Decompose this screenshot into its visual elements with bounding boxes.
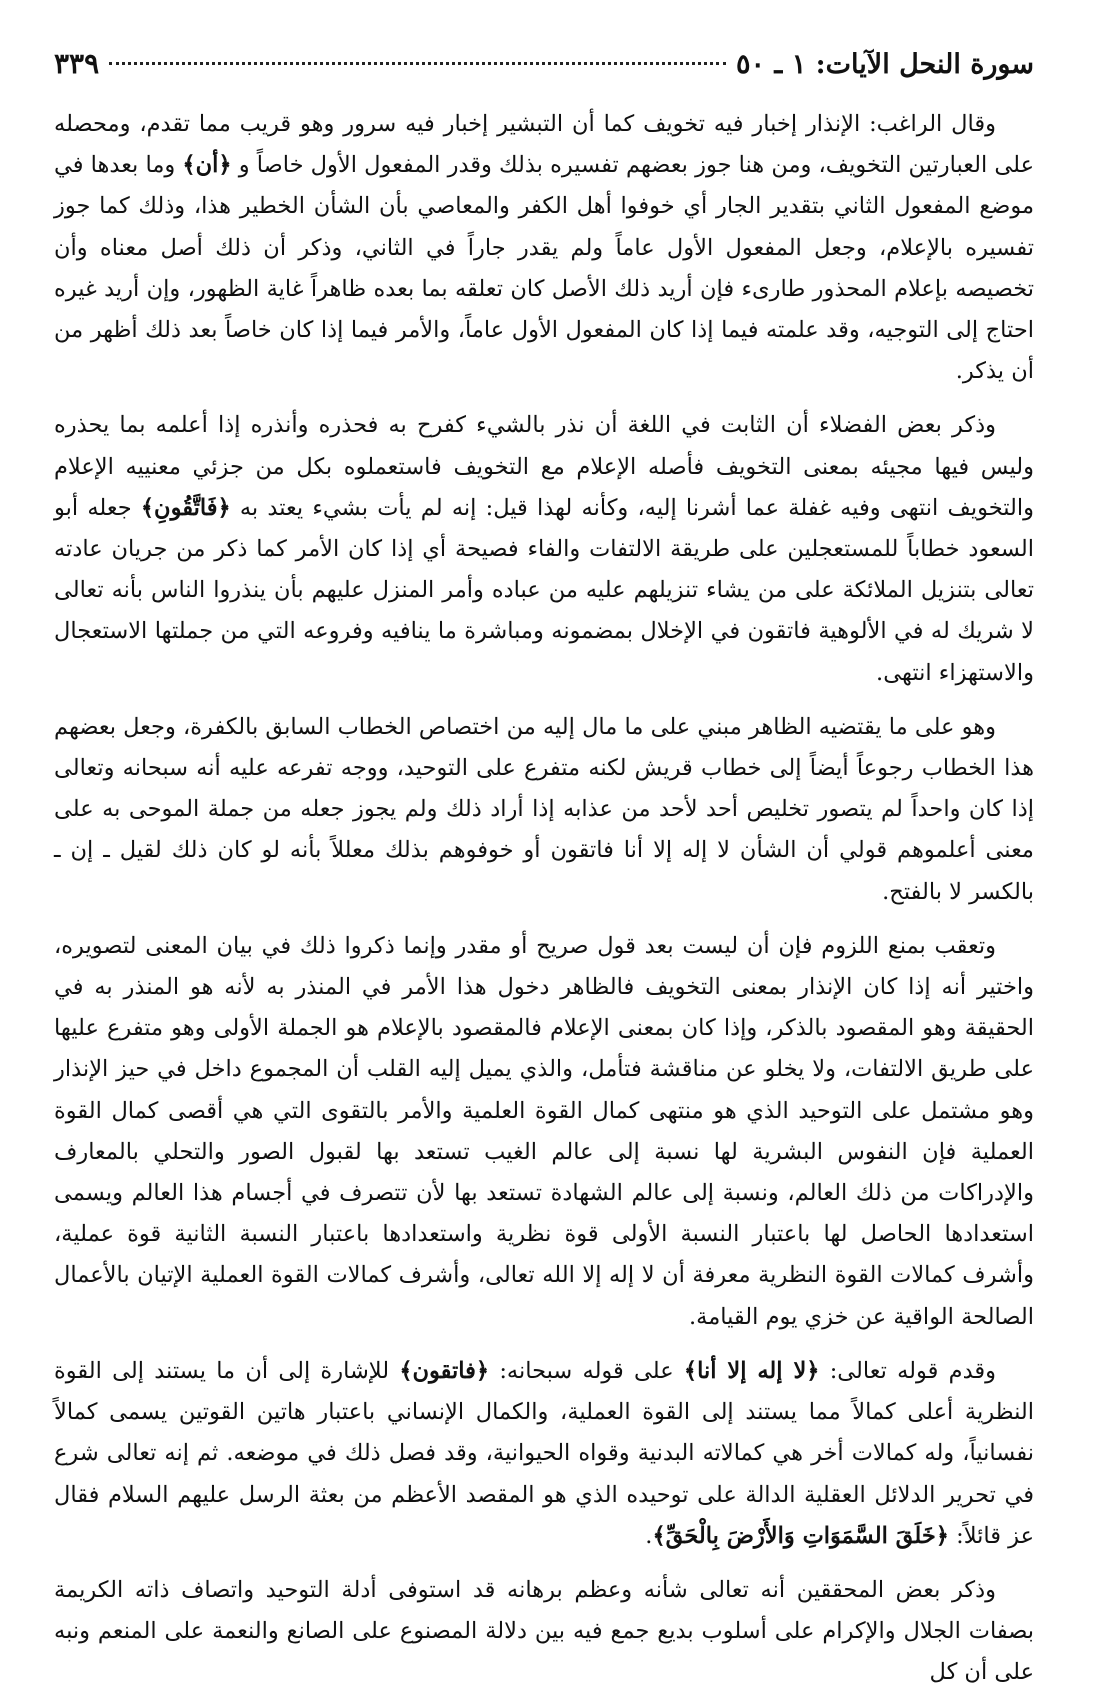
text-segment: وقال الراغب: الإنذار إخبار فيه تخويف كما أن التبشير إخبار فيه سرور وهو قريب مما تقدم، ومحصله على العبارتين التخويف، ومن هنا جوز بعضهم تفسيره بذلك وقدر المفعول الأول خاصاً و (54, 111, 1034, 179)
text-segment: . (645, 1522, 653, 1549)
header-dotted-leader (109, 62, 726, 65)
text-segment: على قوله سبحانه: (489, 1357, 684, 1384)
text-segment: جعله أبو السعود خطاباً للمستعجلين على طريقة الالتفات والفاء فصيحة أي إذا كان الأمر كما ذكر من جريان عادته تعالى بتنزيل الملائكة على من يشاء تنزيلهم عليه من عباده وأمر المنزل عليهم بأن ينذروا الناس بأنه تعالى لا شريك له في الألوهية فاتقون في الإخلال بمضمونه ومباشرة ما ينافيه وفروعه التي من جملتها الاستعجال والاستهزاء انتهى. (54, 494, 1034, 686)
text-segment: وقدم قوله تعالى: (819, 1357, 997, 1384)
text-segment: وذكر بعض الفضلاء أن الثابت في اللغة أن نذر بالشيء كفرح به فحذره وأنذره إذا أعلمه بما يحذره وليس فيها مجيئه بمعنى التخويف فأصله الإعلام مع التخويف فاستعملوه بكل من جزئي معنييه الإعلام والتخويف انتهى وفيه غفلة عما أشرنا إليه، وكأنه لهذا قيل: إنه لم يأت بشيء يعتد به (54, 412, 1034, 521)
text-segment: وما بعدها في موضع المفعول الثاني بتقدير الجار أي خوفوا أهل الكفر والمعاصي بأن الشأن الخطير هذا، وذلك كما جوز تفسيره بالإعلام، وجعل المفعول الأول عاماً ولم يقدر جاراً في الثاني، وذكر أن ذلك أصل معناه وأن تخصيصه بإعلام المحذور طارىء فإن أريد ذلك الأصل كان تعلقه بما بعده ظاهراً غاية الظهور، وإن أريد غيره احتاج إلى التوجيه، وقد علمته فيما إذا كان المفعول الأول عاماً، والأمر فيما إذا كان خاصاً بعد ذلك أظهر من أن يذكر. (54, 152, 1034, 385)
text-segment: وتعقب بمنع اللزوم فإن أن ليست بعد قول صريح أو مقدر وإنما ذكروا ذلك في بيان المعنى لتصويره، واختير أنه إذا كان الإنذار بمعنى التخويف فالظاهر دخول هذا الأمر في المنذر به لأنه هو المنذر به في الحقيقة وهو المقصود بالذكر، وإذا كان بمعنى الإعلام فالمقصود بالإعلام هو الجملة الأولى وهو متفرع عليها على طريق الالتفات، ولا يخلو عن مناقشة فتأمل، والذي يميل إليه القلب أن المجموع داخل في حيز الإنذار وهو مشتمل على التوحيد الذي هو منتهى كمال القوة العلمية والأمر بالتقوى التي هي أقصى كمال القوة العملية فإن النفوس البشرية لها نسبة إلى عالم الغيب تستعد بها لقبول الصور والتحلي بالمعارف والإدراكات من ذلك العالم، ونسبة إلى عالم الشهادة تستعد بها لأن تتصرف في أجسام هذا العالم ويسمى استعدادها الحاصل لها باعتبار النسبة الأولى قوة نظرية واستعدادها باعتبار النسبة الثانية قوة عملية، وأشرف كمالات القوة النظرية معرفة أن لا إله إلا الله تعالى، وأشرف كمالات القوة العملية الإتيان بالأعمال الصالحة الواقية عن خزي يوم القيامة. (54, 932, 1034, 1330)
quran-quote: ﴿لا إله إلا أنا﴾ (683, 1357, 820, 1384)
text-segment: للإشارة إلى أن ما يستند إلى القوة النظرية أعلى كمالاً مما يستند إلى القوة العملية، والكمال الإنساني باعتبار هاتين القوتين يسمى كمالاً نفسانياً، وله كمالات أخر هي كمالاته البدنية وقواه الحيوانية، وقد فصل ذلك في موضعه. ثم إنه تعالى شرع في تحرير الدلائل العقلية الدالة على توحيده الذي هو المقصد الأعظم من بعثة الرسل عليهم السلام فقال عز قائلاً: (54, 1357, 1034, 1549)
quran-quote: ﴿أن﴾ (182, 152, 232, 179)
paragraph (54, 926, 1034, 1338)
commentary-body (54, 104, 1034, 1694)
running-header (54, 42, 1034, 86)
paragraph (54, 405, 1034, 693)
surah-title: سورة النحل الآيات: ١ ـ ٥٠ (736, 49, 1034, 80)
quran-quote: ﴿خَلَقَ السَّمَوَاتِ وَالأَرْضَ بِالْحَقِّ﴾ (652, 1522, 949, 1549)
paragraph (54, 104, 1034, 392)
paragraph (54, 1570, 1034, 1694)
text-segment: وذكر بعض المحققين أنه تعالى شأنه وعظم برهانه قد استوفى أدلة التوحيد واتصاف ذاته الكريمة بصفات الجلال والإكرام على أسلوب بديع جمع فيه بين دلالة المصنوع على الصانع والنعمة على المنعم ونبه على أن كل (54, 1576, 1034, 1686)
quran-quote: ﴿فاتقون﴾ (399, 1357, 490, 1384)
text-segment: وهو على ما يقتضيه الظاهر مبني على ما مال إليه من اختصاص الخطاب السابق بالكفرة، وجعل بعضهم هذا الخطاب رجوعاً أيضاً إلى خطاب قريش لكنه متفرع على التوحيد، ووجه تفرعه عليه أنه سبحانه وتعالى إذا كان واحداً لم يتصور تخليص أحد لأحد من عذابه إذا أراد ذلك ولم يجوز جعله من جملة الموحى به على معنى أعلموهم قولي أن الشأن لا إله إلا أنا فاتقون أو خوفوهم بذلك معللاً بأنه لو كان ذلك لقيل ـ إن ـ بالكسر لا بالفتح. (54, 713, 1034, 905)
page-number: ٣٣٩ (54, 47, 100, 80)
paragraph (54, 1351, 1034, 1557)
quran-quote: ﴿فَاتَّقُونِ﴾ (140, 494, 231, 521)
paragraph (54, 707, 1034, 913)
